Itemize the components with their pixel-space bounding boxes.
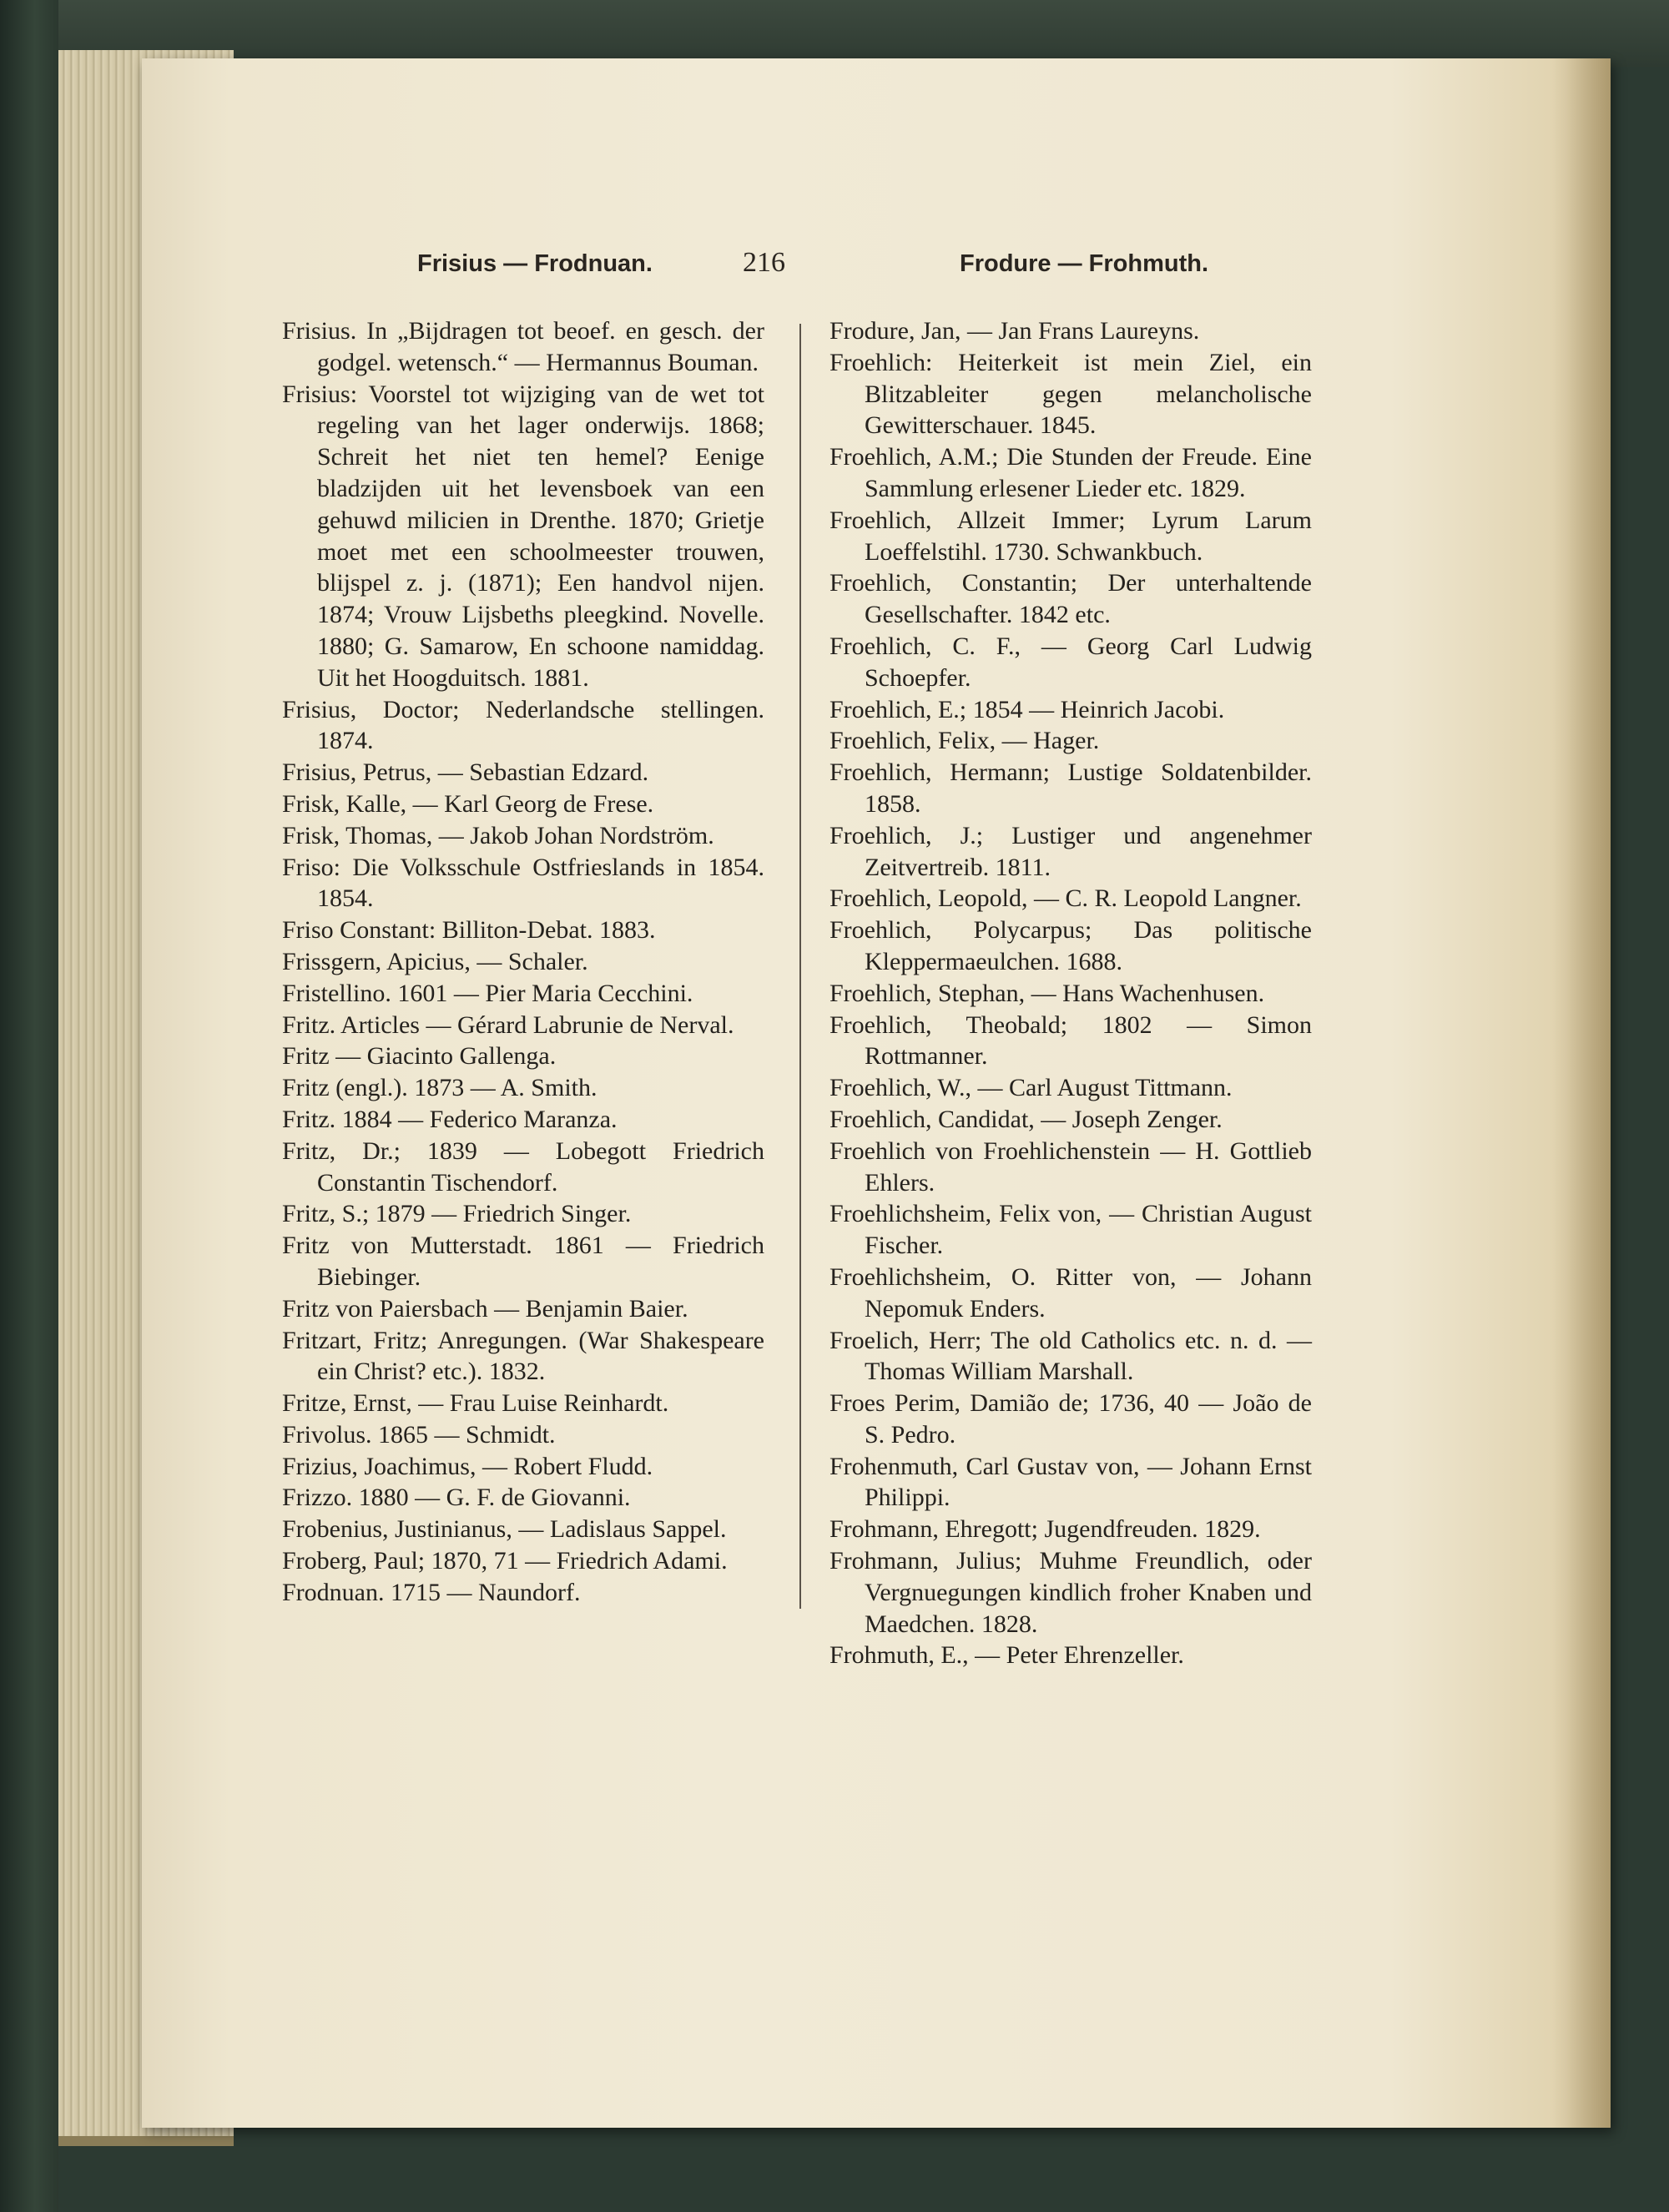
index-entry: Fritzart, Fritz; Anregungen. (War Shakespeare ein Christ? etc.). 1832. bbox=[282, 1326, 764, 1386]
running-head bbox=[0, 247, 1669, 284]
index-entry: Froehlich, A.M.; Die Stunden der Freude. Eine Sammlung erlesener Lieder etc. 1829. bbox=[829, 443, 1312, 502]
index-entry: Frisk, Kalle, — Karl Georg de Frese. bbox=[282, 789, 654, 818]
book-cover-top bbox=[0, 0, 1669, 67]
page-number: 216 bbox=[743, 247, 785, 278]
index-entry: Fritz, S.; 1879 — Friedrich Singer. bbox=[282, 1200, 632, 1228]
index-entry: Frohmuth, E., — Peter Ehrenzeller. bbox=[829, 1641, 1184, 1670]
index-entry: Froes Perim, Damião de; 1736, 40 — João de S. Pedro. bbox=[829, 1389, 1312, 1449]
index-entry: Frisius, Petrus, — Sebastian Edzard. bbox=[282, 758, 649, 787]
index-entry: Frisius: Voorstel tot wijziging van de wet tot regeling van het lager onderwijs. 1868; Schreit het niet ten hemel? Eenige bladzijden uit het levensboek van een gehuwd milicien in Drenthe. 1870; Grietje moet met een schoolmeester trouwen, blijspel z. j. (1871); Een handvol nijen. 1874; Vrouw Lijsbeths pleegkind. Novelle. 1880; G. Samarow, En schoone namiddag. Uit het Hoogduitsch. 1881. bbox=[282, 380, 764, 692]
index-entry: Frissgern, Apicius, — Schaler. bbox=[282, 947, 588, 975]
index-entry: Froehlich, W., — Carl August Tittmann. bbox=[829, 1074, 1233, 1102]
index-entry: Fritz, Dr.; 1839 — Lobegott Friedrich Constantin Tischendorf. bbox=[282, 1136, 764, 1197]
index-entry: Frisius, Doctor; Nederlandsche stellingen. 1874. bbox=[282, 695, 764, 755]
index-entry: Froehlich, C. F., — Georg Carl Ludwig Schoepfer. bbox=[829, 632, 1312, 692]
index-entry: Froehlich, Stephan, — Hans Wachenhusen. bbox=[829, 979, 1265, 1007]
index-entry: Froehlich, J.; Lustiger und angenehmer Zeitvertreib. 1811. bbox=[829, 821, 1312, 881]
running-head-left: Frisius — Frodnuan. bbox=[417, 250, 653, 277]
index-entry: Frivolus. 1865 — Schmidt. bbox=[282, 1420, 556, 1449]
index-entry: Froehlich, Polycarpus; Das politische Kleppermaeulchen. 1688. bbox=[829, 916, 1312, 975]
index-entry: Friso Constant: Billiton-Debat. 1883. bbox=[282, 916, 656, 945]
index-entry: Fritz. 1884 — Federico Maranza. bbox=[282, 1105, 618, 1133]
index-entry: Froehlich, Felix, — Hager. bbox=[829, 727, 1100, 755]
index-entry: Frohenmuth, Carl Gustav von, — Johann Ernst Philippi. bbox=[829, 1452, 1312, 1512]
running-head-right: Frodure — Frohmuth. bbox=[960, 250, 1209, 277]
index-entry: Froehlich von Froehlichenstein — H. Gottlieb Ehlers. bbox=[829, 1136, 1312, 1197]
left-column bbox=[282, 315, 764, 1609]
index-entry: Fristellino. 1601 — Pier Maria Cecchini. bbox=[282, 979, 693, 1007]
index-entry: Fritz. Articles — Gérard Labrunie de Nerval. bbox=[282, 1010, 734, 1039]
index-entry: Froehlich, Candidat, — Joseph Zenger. bbox=[829, 1105, 1223, 1133]
index-entry: Frisius. In „Bijdragen tot beoef. en gesch. der godgel. wetensch.“ — Hermannus Bouman. bbox=[282, 317, 764, 376]
index-entry: Froelich, Herr; The old Catholics etc. n. d. — Thomas William Marshall. bbox=[829, 1326, 1312, 1386]
index-entry: Fritz von Mutterstadt. 1861 — Friedrich Biebinger. bbox=[282, 1232, 764, 1291]
index-entry: Frisk, Thomas, — Jakob Johan Nordström. bbox=[282, 821, 714, 849]
index-entry: Frizzo. 1880 — G. F. de Giovanni. bbox=[282, 1484, 631, 1512]
right-column bbox=[829, 315, 1312, 1671]
index-entry: Froehlichsheim, O. Ritter von, — Johann Nepomuk Enders. bbox=[829, 1262, 1312, 1323]
index-entry: Frodure, Jan, — Jan Frans Laureyns. bbox=[829, 317, 1200, 345]
index-entry: Froehlich, E.; 1854 — Heinrich Jacobi. bbox=[829, 695, 1225, 723]
index-entry: Froehlich, Leopold, — C. R. Leopold Langner. bbox=[829, 884, 1302, 913]
index-entry: Froehlich: Heiterkeit ist mein Ziel, ein Blitzableiter gegen melancholische Gewitterschauer. 1845. bbox=[829, 348, 1312, 440]
index-entry: Frohmann, Julius; Muhme Freundlich, oder Vergnuegungen kindlich froher Knaben und Maedchen. 1828. bbox=[829, 1547, 1312, 1638]
column-divider bbox=[799, 324, 801, 1609]
index-entry: Fritze, Ernst, — Frau Luise Reinhardt. bbox=[282, 1389, 669, 1418]
index-entry: Frobenius, Justinianus, — Ladislaus Sappel. bbox=[282, 1515, 727, 1544]
index-entry: Froberg, Paul; 1870, 71 — Friedrich Adami. bbox=[282, 1547, 728, 1575]
index-entry: Froehlich, Constantin; Der unterhaltende Gesellschafter. 1842 etc. bbox=[829, 569, 1312, 629]
index-entry: Fritz — Giacinto Gallenga. bbox=[282, 1042, 557, 1071]
index-entry: Froehlich, Theobald; 1802 — Simon Rottmanner. bbox=[829, 1010, 1312, 1071]
index-entry: Froehlich, Allzeit Immer; Lyrum Larum Loeffelstihl. 1730. Schwankbuch. bbox=[829, 506, 1312, 566]
index-entry: Frohmann, Ehregott; Jugendfreuden. 1829. bbox=[829, 1515, 1261, 1544]
index-entry: Fritz (engl.). 1873 — A. Smith. bbox=[282, 1074, 598, 1102]
index-entry: Friso: Die Volksschule Ostfrieslands in 1854. 1854. bbox=[282, 853, 764, 913]
index-entry: Froehlichsheim, Felix von, — Christian August Fischer. bbox=[829, 1200, 1312, 1260]
index-entry: Fritz von Paiersbach — Benjamin Baier. bbox=[282, 1294, 688, 1323]
book-cover-spine bbox=[0, 0, 58, 2212]
index-entry: Frizius, Joachimus, — Robert Fludd. bbox=[282, 1452, 653, 1480]
index-entry: Froehlich, Hermann; Lustige Soldatenbilder. 1858. bbox=[829, 758, 1312, 818]
index-entry: Frodnuan. 1715 — Naundorf. bbox=[282, 1578, 581, 1606]
page-gutter bbox=[1552, 58, 1611, 2128]
